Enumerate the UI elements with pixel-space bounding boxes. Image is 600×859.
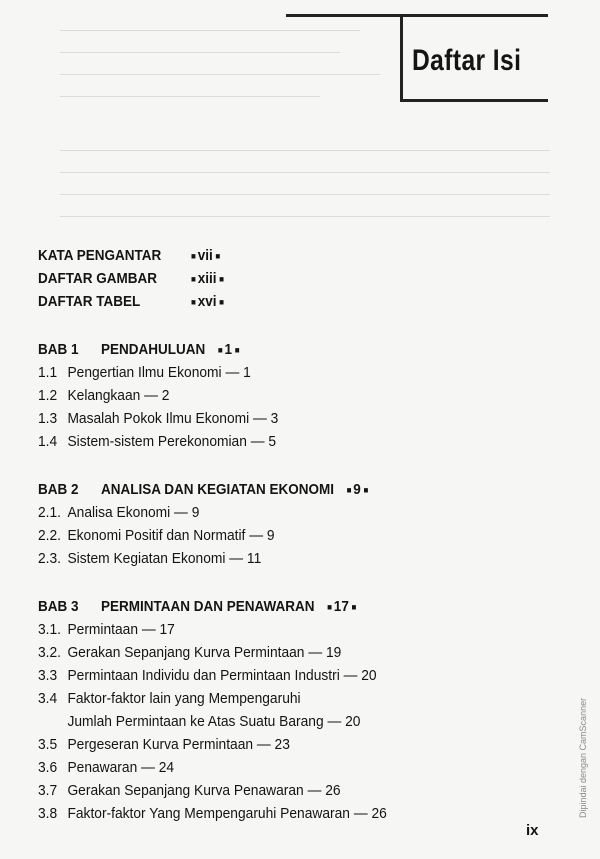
section-title: Faktor-faktor Yang Mempengaruhi Penawaran — 26 — [67, 805, 387, 822]
section-title: Permintaan Individu dan Permintaan Industri — 20 — [67, 667, 377, 684]
section-number: 3.3 — [38, 667, 58, 684]
section-title-continued: Jumlah Permintaan ke Atas Suatu Barang — 20 — [67, 713, 361, 730]
chapter-2 — [38, 477, 558, 570]
bleed-through-line — [60, 96, 320, 97]
toc-entry[interactable] — [38, 524, 516, 547]
chapter-number: BAB 3 — [38, 597, 79, 615]
chapter-page: ■ 17 ■ — [327, 598, 356, 615]
front-matter-item[interactable] — [38, 267, 506, 290]
chapter-page: ■ 1 ■ — [218, 341, 240, 358]
section-title: Masalah Pokok Ilmu Ekonomi — 3 — [67, 410, 279, 427]
chapter-heading[interactable] — [38, 594, 506, 618]
page-title: Daftar Isi — [412, 44, 522, 77]
section-title: Faktor-faktor lain yang Mempengaruhi — [67, 690, 301, 707]
toc-entry[interactable] — [38, 779, 516, 802]
section-title: Gerakan Sepanjang Kurva Penawaran — 26 — [67, 782, 341, 799]
section-title: Permintaan — 17 — [67, 621, 175, 638]
section-title: Pengertian Ilmu Ekonomi — 1 — [67, 364, 251, 381]
section-number: 1.4 — [38, 433, 58, 450]
toc-entry[interactable] — [38, 501, 516, 524]
toc-entry[interactable] — [38, 687, 516, 710]
table-of-contents — [38, 244, 558, 825]
section-number: 3.8 — [38, 805, 58, 822]
scanner-watermark: Dipindai dengan CamScanner — [578, 697, 588, 818]
page-number: ix — [526, 822, 539, 839]
toc-entry[interactable] — [38, 407, 516, 430]
bleed-through-line — [60, 194, 550, 195]
section-title: Gerakan Sepanjang Kurva Permintaan — 19 — [67, 644, 342, 661]
section-number: 3.6 — [38, 759, 58, 776]
toc-entry[interactable] — [38, 430, 516, 453]
toc-entry[interactable] — [38, 641, 516, 664]
bleed-through-line — [60, 74, 380, 75]
section-number: 2.2. — [38, 527, 62, 544]
section-title: Penawaran — 24 — [67, 759, 175, 776]
front-matter-page: ■ xiii ■ — [191, 270, 224, 287]
chapter-number: BAB 1 — [38, 340, 79, 358]
section-title: Analisa Ekonomi — 9 — [67, 504, 200, 521]
section-number: 2.3. — [38, 550, 62, 567]
front-matter — [38, 244, 558, 313]
front-matter-page: ■ vii ■ — [191, 247, 220, 264]
section-title: Sistem-sistem Perekonomian — 5 — [67, 433, 277, 450]
toc-entry[interactable] — [38, 802, 516, 825]
section-number: 3.5 — [38, 736, 58, 753]
front-matter-label: DAFTAR GAMBAR — [38, 270, 157, 287]
toc-entry[interactable] — [38, 664, 516, 687]
section-number: 3.2. — [38, 644, 62, 661]
toc-entry[interactable] — [38, 618, 516, 641]
chapter-heading[interactable] — [38, 477, 506, 501]
chapter-page: ■ 9 ■ — [347, 481, 369, 498]
bleed-through-line — [60, 52, 340, 53]
chapter-title: PERMINTAAN DAN PENAWARAN — [101, 597, 315, 615]
section-number: 3.7 — [38, 782, 58, 799]
front-matter-item[interactable] — [38, 244, 506, 267]
front-matter-label: KATA PENGANTAR — [38, 247, 162, 264]
bleed-through-line — [60, 150, 550, 151]
section-number: 1.2 — [38, 387, 58, 404]
toc-entry[interactable] — [38, 384, 516, 407]
toc-entry[interactable] — [38, 756, 516, 779]
chapter-3 — [38, 594, 558, 825]
chapter-number: BAB 2 — [38, 480, 79, 498]
chapter-1 — [38, 337, 558, 453]
front-matter-label: DAFTAR TABEL — [38, 293, 141, 310]
section-number: 1.1 — [38, 364, 58, 381]
front-matter-page: ■ xvi ■ — [191, 293, 224, 310]
toc-entry[interactable] — [38, 733, 516, 756]
front-matter-item[interactable] — [38, 290, 506, 313]
section-number: 3.1. — [38, 621, 62, 638]
section-number: 1.3 — [38, 410, 58, 427]
section-number: 2.1. — [38, 504, 62, 521]
section-title: Pergeseran Kurva Permintaan — 23 — [67, 736, 290, 753]
bleed-through-line — [60, 216, 550, 217]
chapter-title: PENDAHULUAN — [101, 340, 206, 358]
section-title: Sistem Kegiatan Ekonomi — 11 — [67, 550, 262, 567]
toc-entry-continuation[interactable] — [38, 710, 516, 733]
chapter-title: ANALISA DAN KEGIATAN EKONOMI — [101, 480, 335, 498]
section-title: Kelangkaan — 2 — [67, 387, 170, 404]
toc-entry[interactable] — [38, 547, 516, 570]
section-title: Ekonomi Positif dan Normatif — 9 — [67, 527, 275, 544]
section-number: 3.4 — [38, 690, 58, 707]
chapter-heading[interactable] — [38, 337, 506, 361]
bleed-through-line — [60, 30, 360, 31]
toc-entry[interactable] — [38, 361, 516, 384]
bleed-through-line — [60, 172, 550, 173]
